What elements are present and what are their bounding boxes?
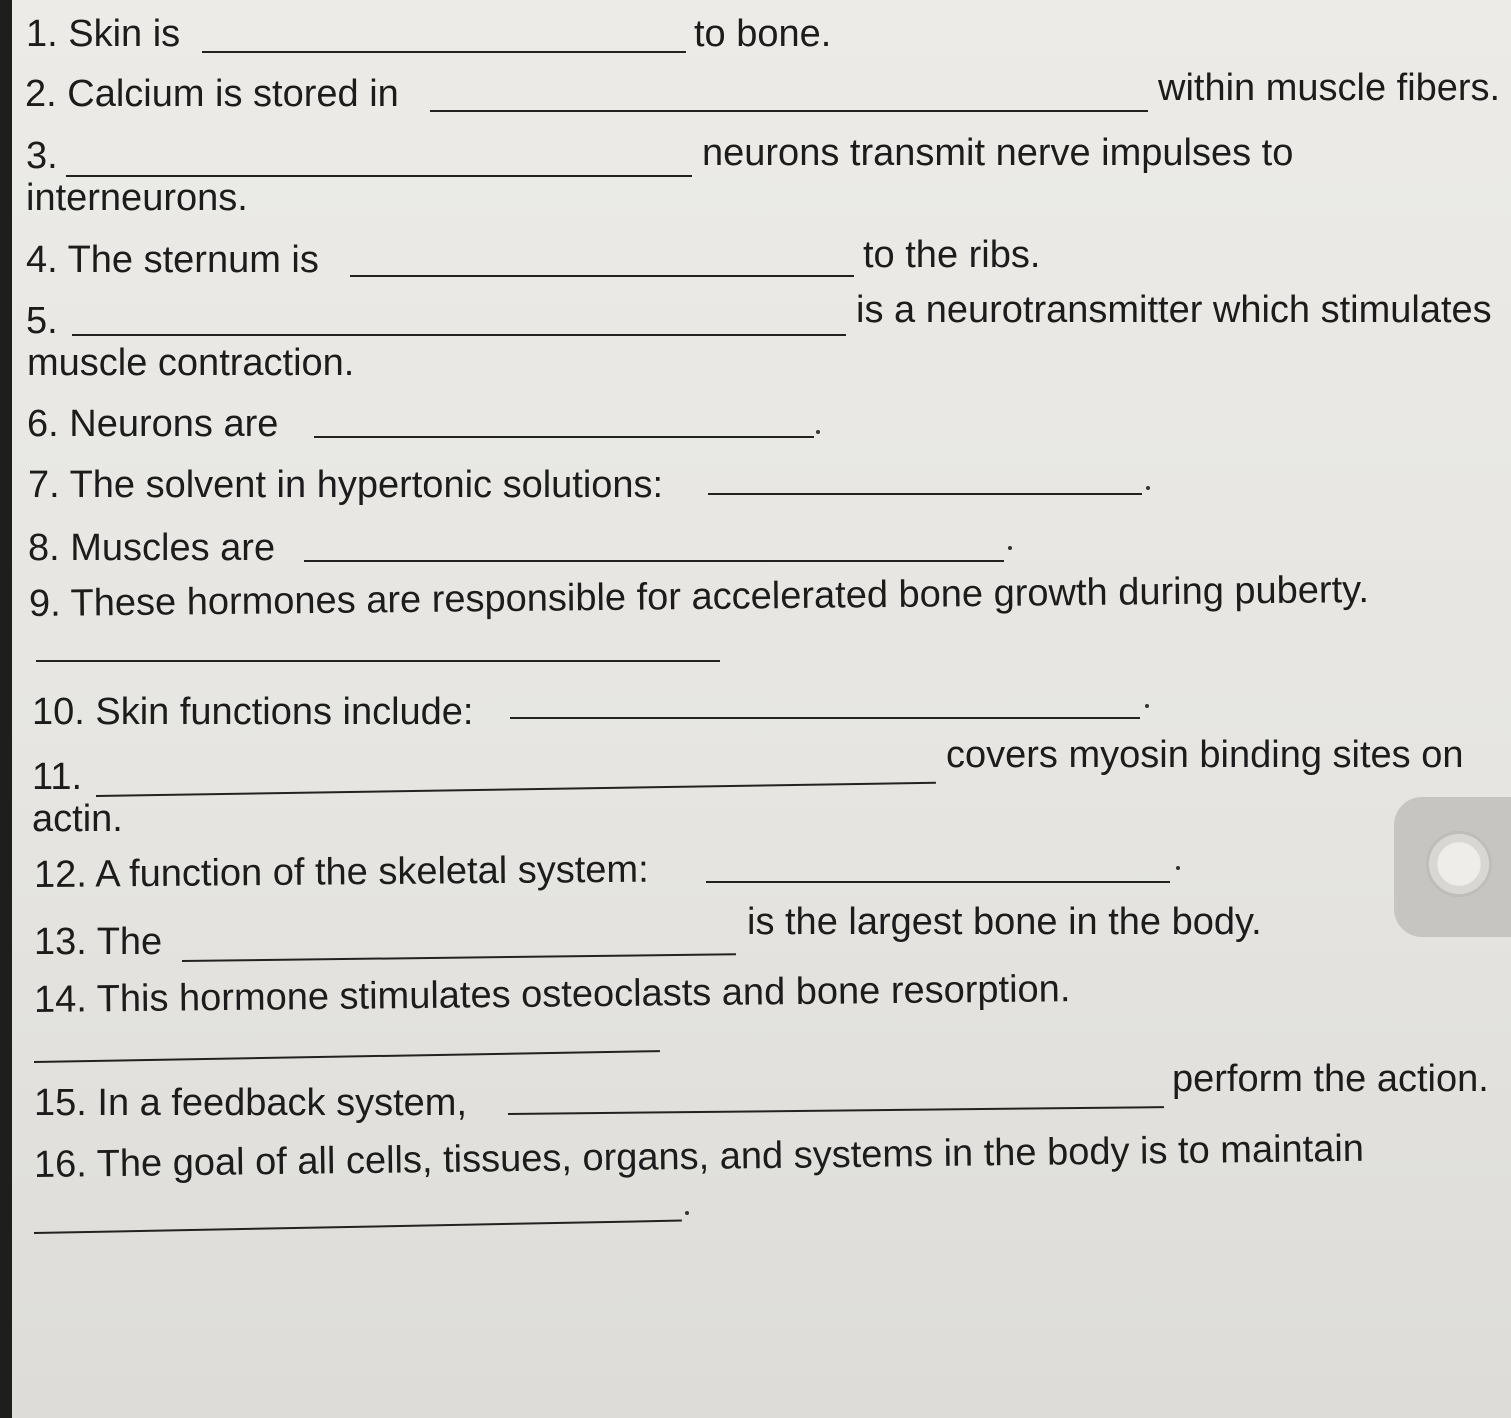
q1-answer-blank[interactable]: [202, 51, 686, 53]
q4-answer-blank[interactable]: [350, 275, 854, 277]
q16-period: [685, 1211, 689, 1215]
q13-text-after: is the largest bone in the body.: [747, 901, 1262, 943]
q3-text-before: 3.: [26, 135, 58, 177]
q14-text: 14. This hormone stimulates osteoclasts and bone resorption.: [33, 968, 1071, 1021]
q3-text-continued: interneurons.: [26, 177, 248, 219]
q4-text-after: to the ribs.: [863, 234, 1041, 276]
q8-text-before: 8. Muscles are: [28, 527, 276, 569]
q7-answer-blank[interactable]: [708, 493, 1142, 495]
q1-text-after: to bone.: [694, 13, 832, 55]
q15-text-before: 15. In a feedback system,: [34, 1082, 468, 1124]
q14-answer-blank[interactable]: [34, 1050, 660, 1063]
q15-text-after: perform the action.: [1172, 1058, 1489, 1100]
q9-text: 9. These hormones are responsible for accelerated bone growth during puberty.: [28, 568, 1370, 625]
q8-period: [1008, 546, 1012, 550]
q8-answer-blank[interactable]: [304, 560, 1004, 562]
q11-text-after: covers myosin binding sites on: [946, 734, 1464, 776]
q7-text-before: 7. The solvent in hypertonic solutions:: [28, 464, 664, 506]
q3-text-after: neurons transmit nerve impulses to: [702, 132, 1294, 174]
q11-answer-blank[interactable]: [96, 782, 936, 797]
worksheet-page: [12, 0, 1511, 1418]
q11-text-before: 11.: [32, 756, 83, 798]
q9-answer-blank[interactable]: [36, 660, 720, 662]
q12-period: [1176, 866, 1180, 870]
q5-text-before: 5.: [26, 300, 58, 342]
assistive-touch-icon: [1426, 831, 1492, 897]
q12-text-before: 12. A function of the skeletal system:: [33, 848, 649, 896]
q12-answer-blank[interactable]: [706, 881, 1170, 883]
page-left-edge: [0, 0, 12, 1418]
assistive-touch-button[interactable]: [1394, 797, 1511, 937]
q2-answer-blank[interactable]: [430, 110, 1148, 112]
q10-answer-blank[interactable]: [510, 717, 1140, 719]
q16-text: 16. The goal of all cells, tissues, organs, and systems in the body is to maintain: [33, 1127, 1365, 1186]
q16-answer-blank[interactable]: [34, 1220, 682, 1234]
q13-text-before: 13. The: [34, 921, 163, 963]
q2-text-after: within muscle fibers.: [1158, 67, 1501, 109]
q2-text-before: 2. Calcium is stored in: [25, 73, 399, 115]
q5-text-continued: muscle contraction.: [27, 342, 355, 384]
q15-answer-blank[interactable]: [508, 1106, 1164, 1115]
q1-text-before: 1. Skin is: [26, 13, 181, 55]
q7-period: [1146, 486, 1150, 490]
q10-period: [1145, 704, 1149, 708]
q6-answer-blank[interactable]: [314, 436, 814, 438]
q5-text-after: is a neurotransmitter which stimulates: [856, 289, 1492, 331]
q4-text-before: 4. The sternum is: [26, 239, 319, 281]
q10-text-before: 10. Skin functions include:: [32, 691, 474, 733]
q6-period: [816, 430, 820, 434]
q11-text-continued: actin.: [32, 798, 123, 840]
q6-text-before: 6. Neurons are: [27, 403, 279, 445]
q5-answer-blank[interactable]: [72, 334, 846, 336]
q13-answer-blank[interactable]: [182, 953, 736, 962]
